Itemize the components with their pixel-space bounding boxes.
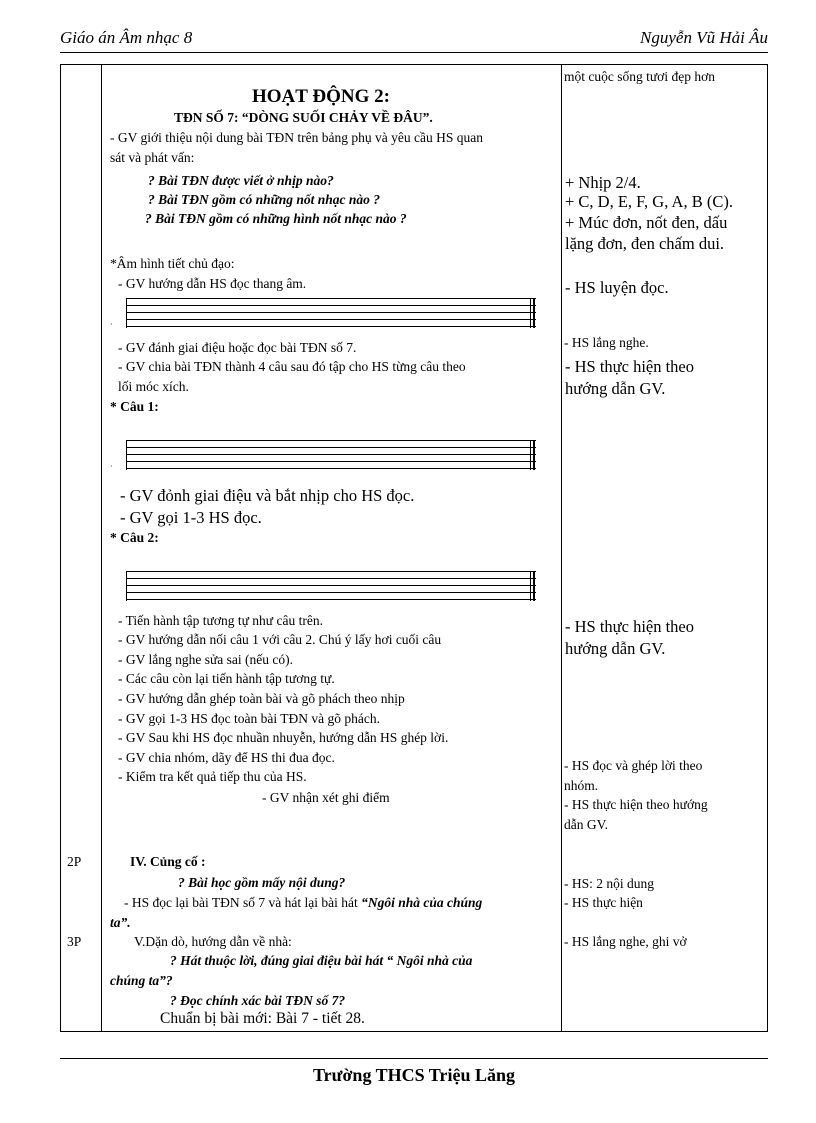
student-two-contents: - HS: 2 nội dung [564,876,655,891]
answer-notes: + C, D, E, F, G, A, B (C). [565,192,733,211]
danhdo-question-2: ? Đọc chính xác bài TĐN số 7? [170,993,346,1008]
prepare-next-lesson: Chuẩn bị bài mới: Bài 7 - tiết 28. [160,1010,365,1027]
danhdo-title: V.Dặn dò, hướng dẫn về nhà: [134,934,292,949]
step-item: - GV chia nhóm, dãy để HS thi đua đọc. [118,750,335,765]
lesson-title: TĐN SỐ 7: “DÒNG SUỐI CHẢY VỀ ĐÂU”. [174,110,433,125]
grade-note: - GV nhận xét ghi điểm [262,790,390,805]
step-item: - Các câu còn lại tiến hành tập tương tự. [118,671,335,686]
step-item: - GV Sau khi HS đọc nhuần nhuyễn, hướng dẫn HS ghép lời. [118,730,449,745]
student-follow-2-cont: hướng dẫn GV. [565,639,666,658]
student-note: - HS lắng nghe, ghi vở [564,934,687,949]
cungco-title: IV. Củng cố : [130,854,206,869]
student-do-cont: dẫn GV. [564,817,609,832]
answer-time-signature: + Nhịp 2/4. [565,173,641,192]
danhdo-question-1-cont: chúng ta”? [110,973,173,988]
answer-rhythm-2: lặng đơn, đen chấm dui. [565,234,725,253]
header-subject: Giáo án Âm nhạc 8 [60,28,193,47]
step-item: - GV hướng dẫn ghép toàn bài và gõ phách theo nhịp [118,691,405,706]
cau-1-label: * Câu 1: [110,399,159,414]
cungco-task-line-1: - HS đọc lại bài TĐN số 7 và hát lại bài hát “Ngôi nhà của chúng [124,895,483,910]
intro-line-2: sát và phát vấn: [110,150,195,165]
intro-line-1: - GV giới thiệu nội dung bài TĐN trên bảng phụ và yêu cầu HS quan [110,130,483,145]
beat-instruction: - GV đỏnh giai điệu và bắt nhịp cho HS đọc. [120,486,415,505]
cungco-question: ? Bài học gồm mấy nội dung? [178,875,346,890]
time-cungco: 2P [67,854,82,869]
student-follow-1: - HS thực hiện theo [565,357,695,376]
music-staff-cau-1 [126,440,536,470]
divide-line-2: lối móc xích. [118,379,189,394]
step-item: - GV lắng nghe sửa sai (nếu có). [118,652,294,667]
rhythm-label: *Âm hình tiết chủ đạo: [110,256,235,271]
page-footer [60,1058,768,1086]
student-follow-2: - HS thực hiện theo [565,617,695,636]
time-danhdo: 3P [67,934,82,949]
music-staff-scale [126,298,536,328]
call-students: - GV gọi 1-3 HS đọc. [120,508,262,527]
question-1: ? Bài TĐN được viết ở nhịp nào? [148,173,334,188]
footer-school: Trường THCS Triệu Lăng [313,1065,515,1085]
step-item: - Tiến hành tập tương tự như câu trên. [118,613,323,628]
danhdo-question-1: ? Hát thuộc lời, đúng giai điệu bài hát “ Ngôi nhà của [170,953,473,968]
step-item: - GV gọi 1-3 HS đọc toàn bài TĐN và gõ phách. [118,711,380,726]
music-staff-cau-2 [126,571,536,601]
column-divider-student [561,65,562,1031]
step-item: - GV hướng dẫn nối câu 1 với câu 2. Chú ý lấy hơi cuối câu [118,632,442,647]
step-item: - Kiểm tra kết quả tiếp thu của HS. [118,769,307,784]
student-done: - HS thực hiện [564,895,643,910]
question-3: ? Bài TĐN gồm có những hình nốt nhạc nào ? [145,211,407,226]
header-author: Nguyễn Vũ Hải Âu [640,28,768,47]
scale-guide: - GV hướng dẫn HS đọc thang âm. [118,276,307,291]
student-do: - HS thực hiện theo hướng [564,797,708,812]
student-follow-1-cont: hướng dẫn GV. [565,379,666,398]
student-practice: - HS luyện đọc. [565,278,669,297]
student-read-cont: nhóm. [564,778,599,793]
answer-rhythm-1: + Múc đơn, nốt đen, dấu [565,213,728,232]
cau-2-label: * Câu 2: [110,530,159,545]
divide-line-1: - GV chia bài TĐN thành 4 câu sau đó tập cho HS từng câu theo [118,359,466,374]
question-2: ? Bài TĐN gồm có những nốt nhạc nào ? [148,192,381,207]
margin-mark: · [110,320,113,329]
student-read: - HS đọc và ghép lời theo [564,758,703,773]
student-top-note: một cuộc sống tươi đẹp hơn [564,69,715,84]
activity-title: HOẠT ĐỘNG 2: [252,86,390,107]
student-listen: - HS lắng nghe. [564,335,649,350]
margin-mark: · [110,462,113,471]
cungco-task-line-2: ta”. [110,915,131,930]
play-melody: - GV đánh giai điệu hoặc đọc bài TĐN số 7. [118,340,357,355]
column-divider-time [101,65,102,1031]
page-header [60,26,768,53]
